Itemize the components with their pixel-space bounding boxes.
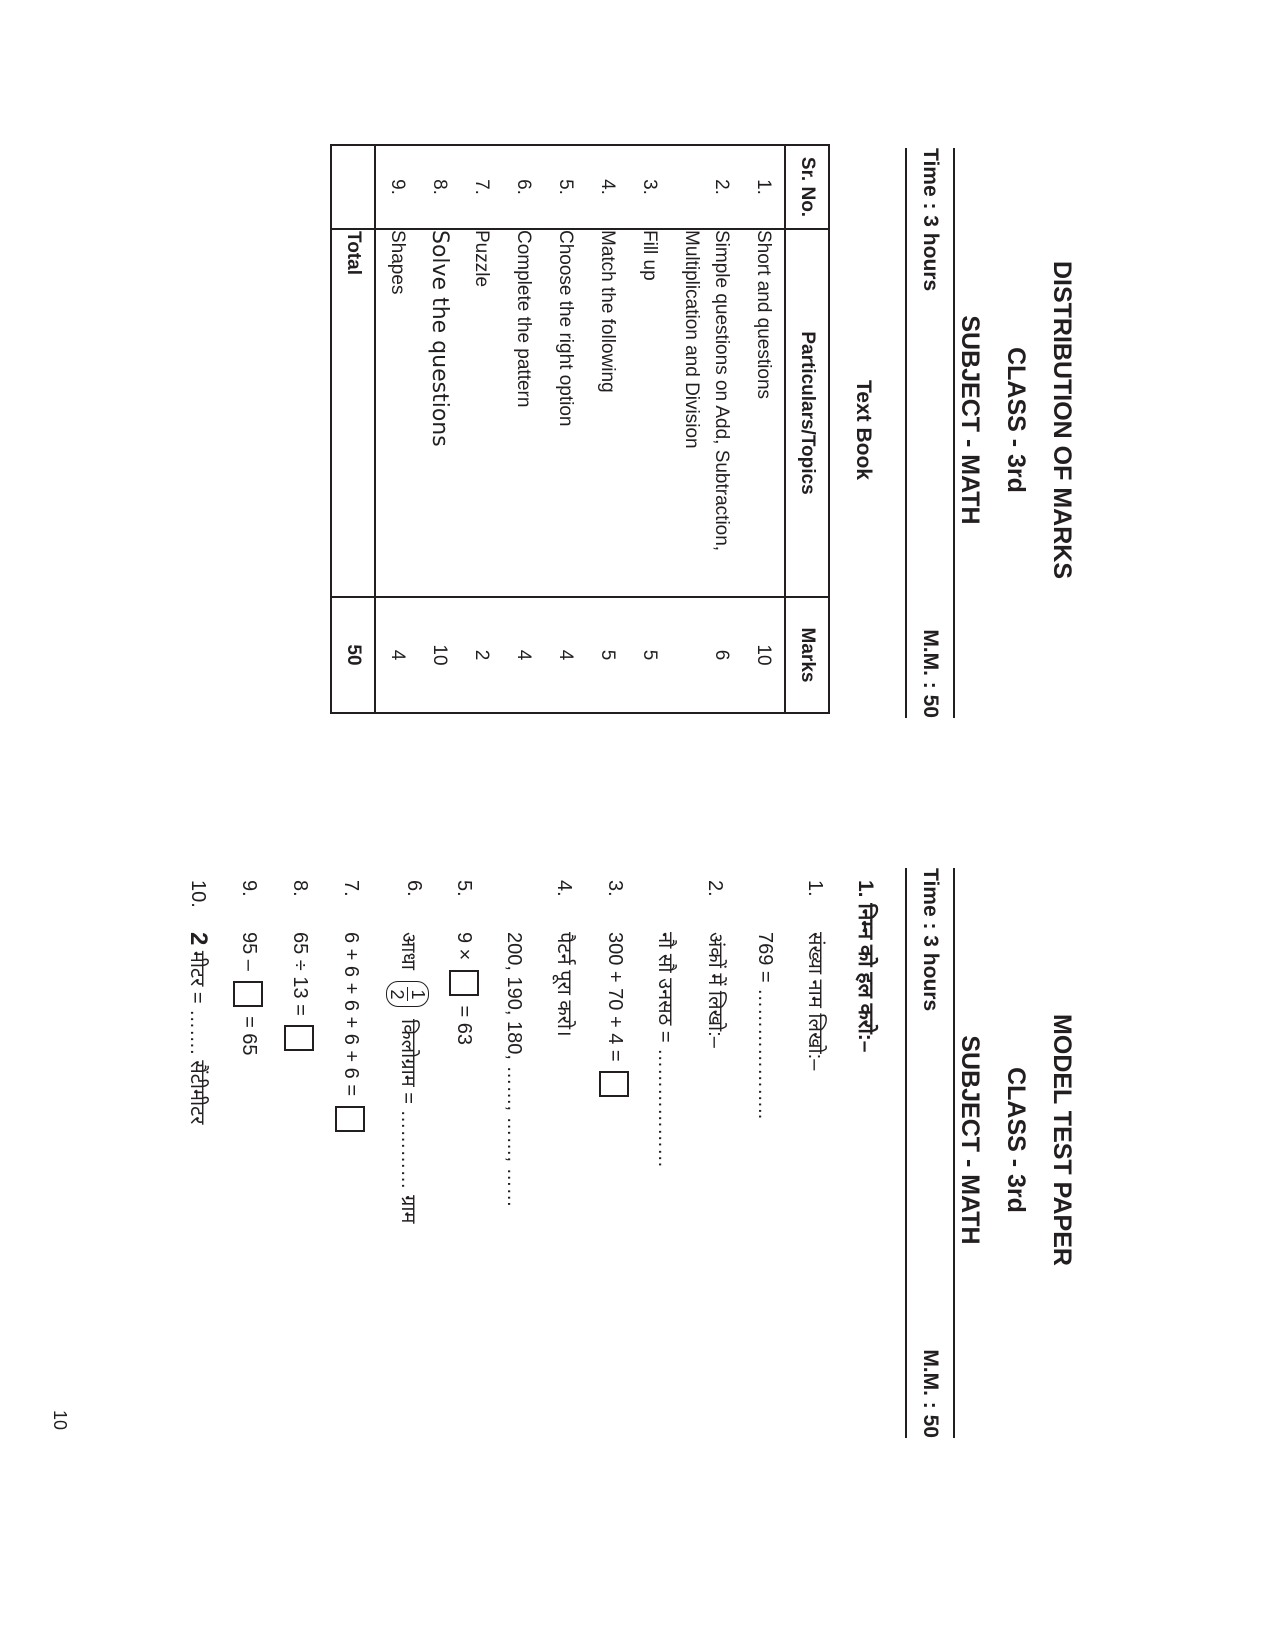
question-number: 3.	[604, 880, 626, 897]
question-text: आधा	[396, 932, 419, 970]
table-row	[418, 145, 460, 713]
max-marks-label: M.M. : 50	[919, 1349, 942, 1438]
marks-cell: 4	[502, 597, 544, 713]
question-number: 9.	[238, 880, 261, 897]
time-marks-row	[905, 148, 955, 718]
subject-label: SUBJECT - MATH	[956, 315, 984, 525]
total-marks: 50	[331, 597, 375, 713]
question-expression: 6 + 6 + 6 + 6 + 6 =	[339, 932, 362, 1097]
question-text: संख्या नाम लिखो:–	[804, 932, 826, 1071]
table-row	[544, 145, 586, 713]
sr-cell: 9.	[375, 145, 418, 229]
table-row	[670, 145, 742, 713]
question-number: 4.	[553, 880, 576, 897]
sr-cell: 6.	[502, 145, 544, 229]
question-item	[750, 880, 830, 1440]
question-text: मीटर = ……. सैंटीमीटर	[186, 950, 209, 1125]
title-block	[947, 850, 1085, 1430]
question-bold-number: 2	[185, 932, 213, 946]
fraction	[386, 981, 429, 1007]
sr-cell: 7.	[460, 145, 502, 229]
question-item	[182, 880, 213, 1440]
topic-cell: Puzzle	[460, 229, 502, 597]
sr-cell: 3.	[628, 145, 670, 229]
question-answer-line: नौ सौ उनसठ = ………………	[654, 932, 676, 1169]
question-text: पैटर्न पूरा करो।	[553, 932, 576, 1037]
question-number: 7.	[339, 880, 362, 897]
topic-cell: Short and questions	[742, 229, 785, 597]
topic-cell: Fill up	[628, 229, 670, 597]
marks-cell: 2	[460, 597, 502, 713]
topic-cell: Simple questions on Add, Subtraction, Multiplication and Division	[670, 229, 742, 597]
total-label: Total	[331, 229, 375, 597]
section-heading	[852, 880, 880, 1052]
marks-cell: 5	[628, 597, 670, 713]
question-number: 8.	[288, 880, 311, 897]
question-item	[650, 880, 730, 1440]
topic-cell: Solve the questions	[418, 229, 460, 597]
question-item	[386, 880, 429, 1440]
time-label: Time : 3 hours	[919, 868, 942, 1012]
marks-cell: 4	[375, 597, 418, 713]
question-number: 5.	[453, 880, 476, 897]
answer-box[interactable]	[449, 970, 479, 996]
question-number: 1.	[804, 880, 826, 897]
question-text: अंकों में लिखो:–	[704, 932, 726, 1048]
topic-cell: Match the following	[586, 229, 628, 597]
header-marks: Marks	[785, 597, 829, 713]
topic-cell: Choose the right option	[544, 229, 586, 597]
question-expression: 65 ÷ 13 =	[288, 932, 311, 1016]
time-marks-row	[905, 868, 955, 1438]
question-number: 6.	[402, 880, 425, 897]
sr-cell: 5.	[544, 145, 586, 229]
question-item	[599, 880, 630, 1440]
question-item	[335, 880, 366, 1440]
question-expression: 9 ×	[453, 932, 476, 961]
question-item	[499, 880, 579, 1440]
sr-cell: 4.	[586, 145, 628, 229]
doc-title: MODEL TEST PAPER	[1048, 1014, 1076, 1266]
header-sr-no: Sr. No.	[785, 145, 829, 229]
fraction-denominator: 2	[386, 989, 407, 1000]
sr-cell: 8.	[418, 145, 460, 229]
topic-cell: Complete the pattern	[502, 229, 544, 597]
time-label: Time : 3 hours	[919, 148, 942, 292]
marks-table	[330, 144, 830, 714]
fraction-bar	[407, 987, 408, 1001]
class-label: CLASS - 3rd	[1002, 1067, 1030, 1213]
question-answer-line: 200, 190, 180, ……, ……, ……	[503, 932, 526, 1208]
total-row	[331, 145, 375, 713]
table-header-row	[785, 145, 829, 713]
marks-cell: 10	[742, 597, 785, 713]
header-topics: Particulars/Topics	[785, 229, 829, 597]
answer-box[interactable]	[335, 1106, 365, 1132]
question-expression: 300 + 70 + 4 =	[604, 932, 626, 1062]
marks-cell: 6	[670, 597, 742, 713]
distribution-of-marks-page	[0, 130, 1275, 730]
table-row	[502, 145, 544, 713]
section-number: 1.	[854, 880, 877, 898]
question-expression-end: = 63	[453, 1005, 476, 1045]
section-title: Text Book	[852, 380, 875, 480]
class-label: CLASS - 3rd	[1002, 347, 1030, 493]
question-list	[162, 880, 830, 1440]
model-test-paper-page	[0, 850, 1275, 1450]
page-number: 10	[50, 1410, 70, 1431]
question-number: 10.	[187, 880, 210, 908]
marks-cell: 10	[418, 597, 460, 713]
marks-cell: 4	[544, 597, 586, 713]
question-answer-line: 769 = ………………..	[754, 932, 776, 1120]
table-row	[375, 145, 418, 713]
question-item	[449, 880, 480, 1440]
sr-cell: 1.	[742, 145, 785, 229]
question-expression: 95 –	[238, 932, 261, 971]
question-number: 2.	[704, 880, 726, 897]
marks-cell: 5	[586, 597, 628, 713]
fraction-numerator: 1	[407, 989, 428, 1000]
section-heading-text: निम्न को हल करो:–	[854, 903, 877, 1053]
topic-cell: Shapes	[375, 229, 418, 597]
answer-box[interactable]	[233, 981, 263, 1007]
answer-box[interactable]	[599, 1071, 629, 1097]
table-row	[586, 145, 628, 713]
question-item	[284, 880, 315, 1440]
table-row	[460, 145, 502, 713]
table-row	[628, 145, 670, 713]
answer-box[interactable]	[284, 1025, 314, 1051]
doc-title: DISTRIBUTION OF MARKS	[1048, 260, 1076, 580]
max-marks-label: M.M. : 50	[919, 629, 942, 718]
question-expression-end: किलोग्राम = ………… ग्राम	[396, 1019, 419, 1224]
question-item	[233, 880, 264, 1440]
table-row	[742, 145, 785, 713]
sr-cell: 2.	[670, 145, 742, 229]
subject-label: SUBJECT - MATH	[956, 1035, 984, 1245]
title-block	[947, 130, 1085, 710]
question-expression-end: = 65	[238, 1016, 261, 1056]
empty-cell	[331, 145, 375, 229]
